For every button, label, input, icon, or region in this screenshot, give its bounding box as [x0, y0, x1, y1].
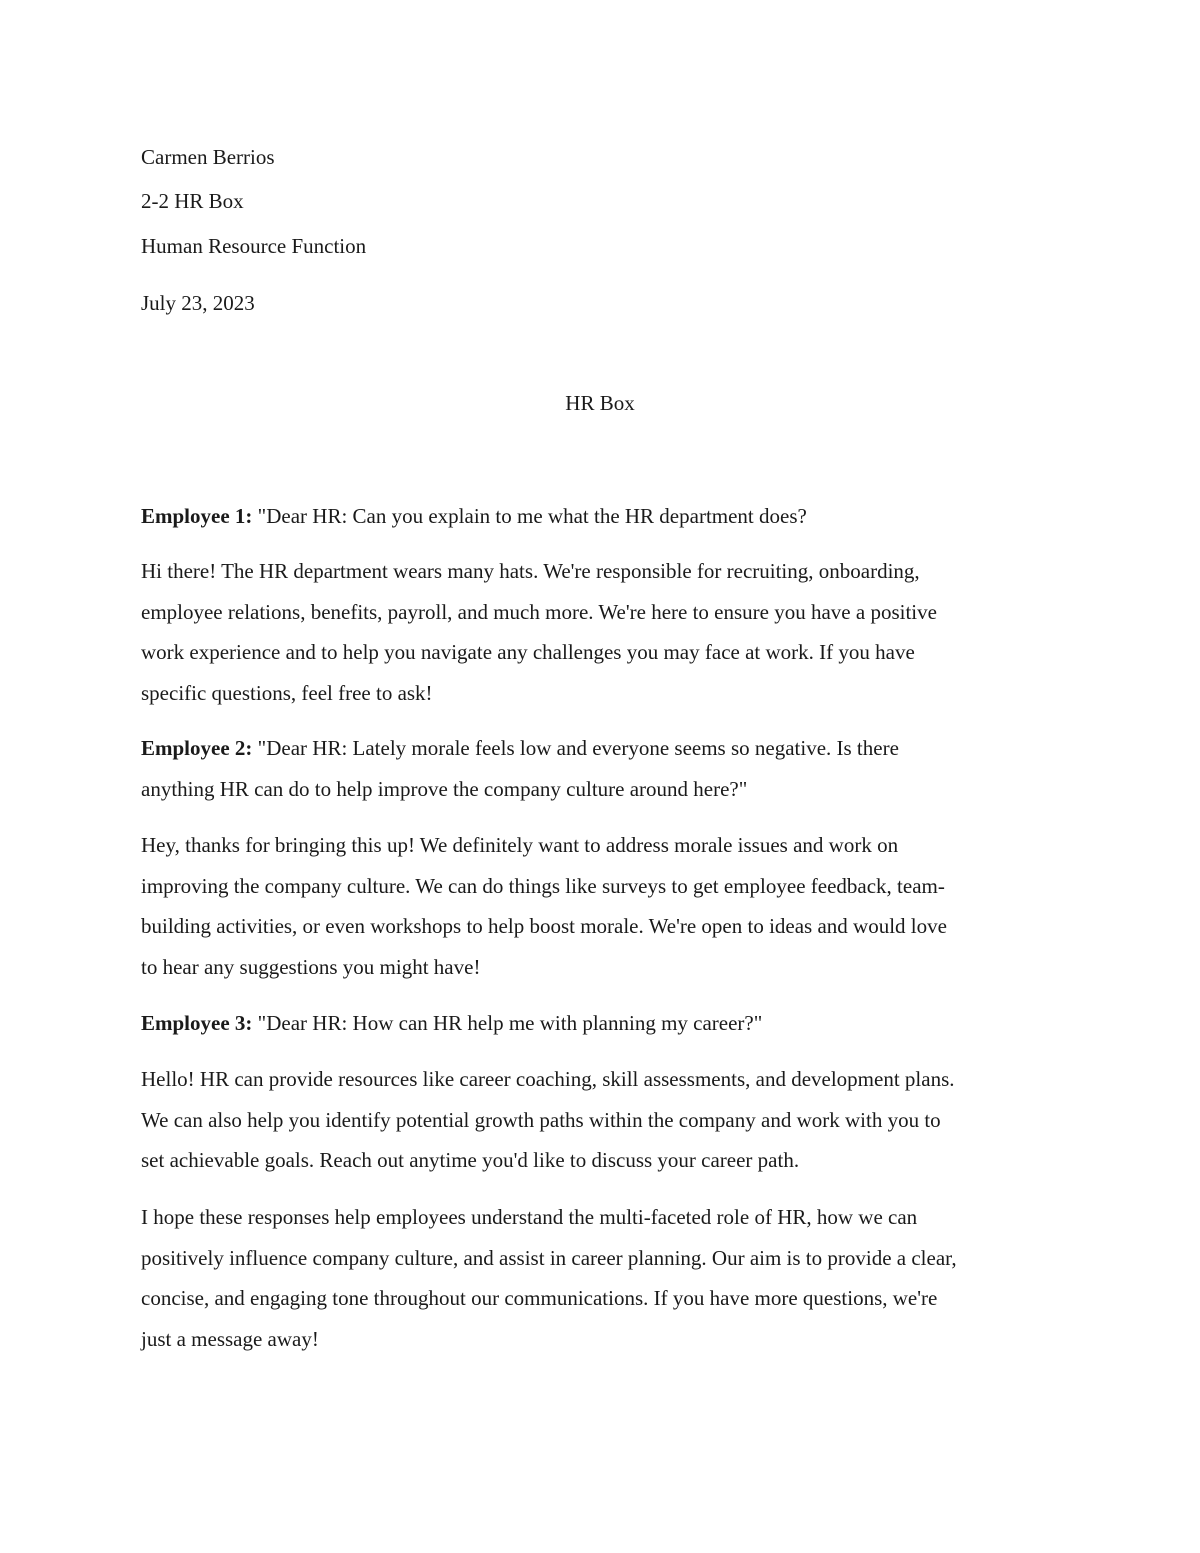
closing-line: I hope these responses help employees understand the multi-faceted role of HR, how we can: [141, 1205, 918, 1229]
employee-3-answer: [141, 1059, 1076, 1181]
answer-line: employee relations, benefits, payroll, and much more. We're here to ensure you have a positive: [141, 599, 937, 624]
answer-line: We can also help you identify potential growth paths within the company and work with you to: [141, 1107, 941, 1132]
answer-line: building activities, or even workshops to help boost morale. We're open to ideas and would love: [141, 914, 947, 939]
closing-line: positively influence company culture, and assist in career planning. Our aim is to provide a clear,: [141, 1245, 957, 1270]
answer-line: set achievable goals. Reach out anytime you'd like to discuss your career path.: [141, 1148, 800, 1173]
answer-line: Hey, thanks for bringing this up! We definitely want to address morale issues and work on: [141, 833, 899, 857]
assignment-title: 2-2 HR Box: [141, 189, 244, 213]
document-date: July 23, 2023: [141, 291, 255, 315]
employee-1-answer: [141, 551, 1076, 713]
employee-2-question: [141, 728, 1076, 809]
answer-line: Hi there! The HR department wears many hats. We're responsible for recruiting, onboarding,: [141, 559, 920, 583]
answer-line: specific questions, feel free to ask!: [141, 680, 433, 705]
answer-line: to hear any suggestions you might have!: [141, 954, 481, 979]
answer-line: work experience and to help you navigate any challenges you may face at work. If you have: [141, 640, 915, 665]
employee-3-question: [141, 1003, 1076, 1044]
page-title: HR Box: [565, 391, 635, 415]
employee-1-question: [141, 496, 1076, 537]
employee-1-label: Employee 1:: [141, 504, 253, 528]
answer-line: Hello! HR can provide resources like career coaching, skill assessments, and development plans.: [141, 1067, 955, 1091]
employee-2-label: Employee 2:: [141, 736, 253, 760]
question-line: "Dear HR: Lately morale feels low and everyone seems so negative. Is there: [252, 736, 899, 760]
answer-line: improving the company culture. We can do things like surveys to get employee feedback, team-: [141, 873, 945, 898]
question-line: "Dear HR: How can HR help me with planning my career?": [252, 1011, 763, 1035]
closing-line: just a message away!: [141, 1326, 319, 1351]
closing-line: concise, and engaging tone throughout our communications. If you have more questions, we're: [141, 1286, 938, 1311]
course-name: Human Resource Function: [141, 234, 367, 258]
question-line: "Dear HR: Can you explain to me what the HR department does?: [252, 504, 807, 528]
employee-3-label: Employee 3:: [141, 1011, 253, 1035]
closing-paragraph: [141, 1197, 1076, 1359]
employee-2-answer: [141, 825, 1076, 987]
question-line: anything HR can do to help improve the company culture around here?": [141, 776, 748, 801]
author-name: Carmen Berrios: [141, 145, 275, 169]
